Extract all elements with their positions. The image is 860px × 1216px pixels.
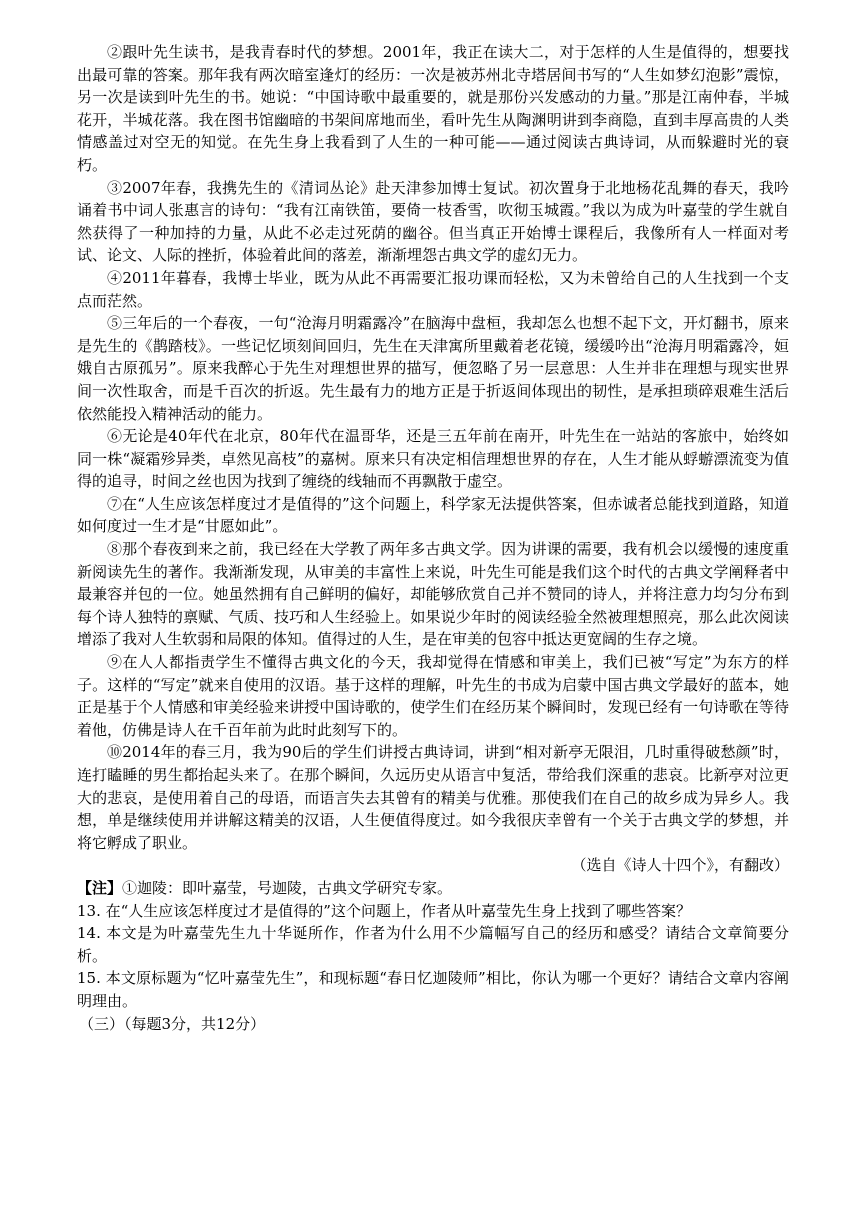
section-header: （三）（每题3分，共12分）	[79, 1014, 266, 1033]
source-citation: （选自《诗人十四个》，有翻改）	[571, 856, 789, 875]
footnote	[77, 877, 789, 900]
question-13: 13. 在“人生应该怎样度过才是值得的”这个问题上，作者从叶嘉莹先生身上找到了哪些答案？	[77, 901, 691, 920]
paragraph-4: ④2011年暮春，我博士毕业，既为从此不再需要汇报功课而轻松，又为未曾给自己的人生找到一个支点而茫然。	[77, 268, 789, 310]
footnote-text: ①迦陵：即叶嘉莹，号迦陵，古典文学研究专家。	[122, 878, 453, 897]
paragraph-9: ⑨在人人都指责学生不懂得古典文化的今天，我却觉得在情感和审美上，我们已被“写定”为东方的样子。这样的“写定”就来自使用的汉语。基于这样的理解，叶先生的书成为启蒙中国古典文学最好的蓝本，她正是基于个人情感和审美经验来讲授中国诗歌的，使学生们在经历某个瞬间时，发现已经有一句诗歌在等待着他，仿佛是诗人在千百年前为此时此刻写下的。	[77, 653, 789, 739]
paragraph-10: ⑩2014年的春三月，我为90后的学生们讲授古典诗词，讲到“相对新亭无限泪，几时重得破愁颜”时，连打瞌睡的男生都抬起头来了。在那个瞬间，久远历史从语言中复活，带给我们深重的悲哀。比新亭对泣更大的悲哀，是使用着自己的母语，而语言失去其曾有的精美与优雅。那使我们在自己的故乡成为异乡人。我想，单是继续使用并讲解这精美的汉语，人生便值得度过。如今我很庆幸曾有一个关于古典文学的梦想，并将它孵成了职业。	[77, 743, 789, 852]
paragraph-7: ⑦在“人生应该怎样度过才是值得的”这个问题上，科学家无法提供答案，但赤诚者总能找到道路，知道如何度过一生才是“甘愿如此”。	[77, 494, 789, 536]
paragraph-5: ⑤三年后的一个春夜，一句“沧海月明霜露冷”在脑海中盘桓，我却怎么也想不起下文，开灯翻书，原来是先生的《鹊踏枝》。一些记忆顷刻间回归，先生在天津寓所里戴着老花镜，缓缓吟出“沧海月明霜露冷，姮娥自古原孤另”。原来我醉心于先生对理想世界的描写，便忽略了另一层意思：人生并非在理想与现实世界间一次性取舍，而是千百次的折返。先生最有力的地方正是于折返间体现出的韧性，是承担琐碎艰难生活后依然能投入精神活动的能力。	[77, 314, 789, 423]
paragraph-3: ③2007年春，我携先生的《清词丛论》赴天津参加博士复试。初次置身于北地杨花乱舞的春天，我吟诵着书中词人张惠言的诗句：“我有江南铁笛，要倚一枝香雪，吹彻玉城霞。”我以为成为叶嘉莹的学生就自然获得了一种加持的力量，从此不必走过死荫的幽谷。但当真正开始博士课程后，我像所有人一样面对考试、论文、人际的挫折，体验着此间的落差，渐渐埋怨古典文学的虚幻无力。	[77, 178, 789, 265]
paragraph-2: ②跟叶先生读书，是我青春时代的梦想。2001年，我正在读大二，对于怎样的人生是值得的，想要找出最可靠的答案。那年我有两次暗室逢灯的经历：一次是被苏州北寺塔居间书写的“人生如梦幻泡影”震惊，另一次是读到叶先生的书。她说：“中国诗歌中最重要的，就是那份兴发感动的力量。”那是江南仲春，半城花开，半城花落。我在图书馆幽暗的书架间席地而坐，看叶先生从陶渊明讲到李商隐，直到丰厚高贵的人类情感盖过对空无的知觉。在先生身上我看到了人生的一种可能——通过阅读古典诗词，从而躲避时光的衰朽。	[77, 43, 789, 174]
question-15: 15. 本文原标题为“忆叶嘉莹先生”，和现标题“春日忆迦陵师”相比，你认为哪一个更好？请结合文章内容阐明理由。	[77, 969, 789, 1010]
paragraph-8: ⑧那个春夜到来之前，我已经在大学教了两年多古典文学。因为讲课的需要，我有机会以缓慢的速度重新阅读先生的著作。我渐渐发现，从审美的丰富性上来说，叶先生可能是我们这个时代的古典文学阐释者中最兼容并包的一位。她虽然拥有自己鲜明的偏好，却能够欣赏自己并不赞同的诗人，并将注意力均匀分布到每个诗人独特的禀赋、气质、技巧和人生经验上。如果说少年时的阅读经验全然被理想照亮，那么此次阅读增添了我对人生软弱和局限的体知。值得过的人生，是在审美的包容中抵达更宽阔的生存之境。	[77, 540, 789, 649]
question-14: 14. 本文是为叶嘉莹先生九十华诞所作，作者为什么用不少篇幅写自己的经历和感受？请结合文章简要分析。	[77, 924, 789, 965]
document-page	[77, 41, 789, 1035]
paragraph-6: ⑥无论是40年代在北京，80年代在温哥华，还是三五年前在南开，叶先生在一站站的客旅中，始终如同一株“凝霜殄异类，卓然见高枝”的嘉树。原来只有决定相信理想世界的存在，人生才能从蜉蝣漂流变为值得的追寻，时间之丝也因为找到了缠绕的线轴而不再飘散于虚空。	[77, 427, 789, 491]
footnote-tag: 【注】	[77, 878, 123, 897]
